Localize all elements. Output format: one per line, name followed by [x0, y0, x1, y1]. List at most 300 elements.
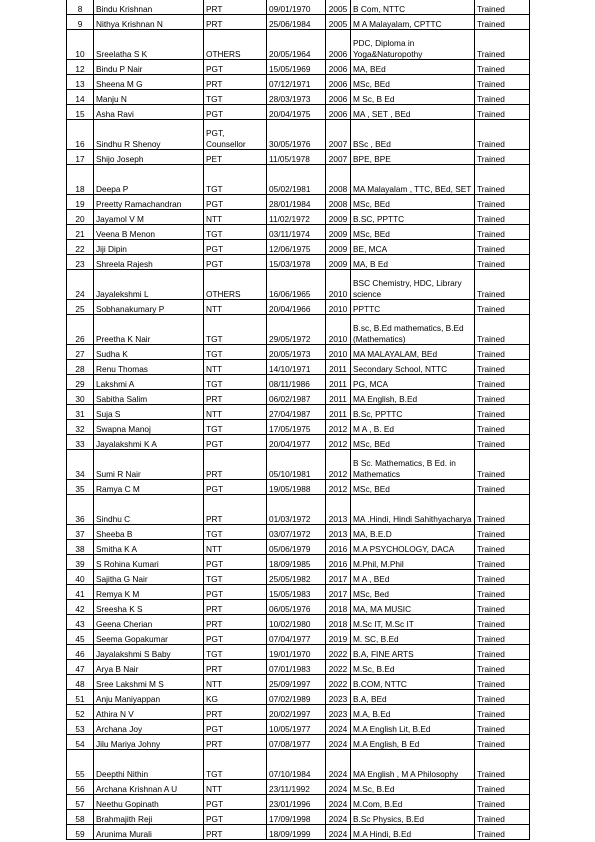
- post-cell: NTT: [204, 300, 267, 315]
- year-of-joining-cell: 2017: [326, 570, 351, 585]
- post-cell: TGT: [204, 345, 267, 360]
- teacher-name-cell: Athira N V: [94, 705, 204, 720]
- qualification-cell: M.A Hindi, B.Ed: [351, 825, 475, 840]
- serial-number-cell: 8: [67, 0, 94, 15]
- table-row: [67, 240, 530, 255]
- training-status-cell: Trained: [475, 30, 530, 60]
- teacher-name-cell: S Rohina Kumari: [94, 555, 204, 570]
- post-cell: PRT: [204, 15, 267, 30]
- year-of-joining-cell: 2010: [326, 345, 351, 360]
- year-of-joining-cell: 2012: [326, 450, 351, 480]
- training-status-cell: Trained: [475, 675, 530, 690]
- training-status-cell: Trained: [475, 360, 530, 375]
- teacher-name-cell: Jayamol V M: [94, 210, 204, 225]
- serial-number-cell: 43: [67, 615, 94, 630]
- training-status-cell: Trained: [475, 60, 530, 75]
- date-of-birth-cell: 25/06/1984: [267, 15, 326, 30]
- date-of-birth-cell: 28/01/1984: [267, 195, 326, 210]
- training-status-cell: Trained: [475, 615, 530, 630]
- post-cell: OTHERS: [204, 270, 267, 300]
- date-of-birth-cell: 07/08/1977: [267, 735, 326, 750]
- teacher-name-cell: Swapna Manoj: [94, 420, 204, 435]
- date-of-birth-cell: 19/05/1988: [267, 480, 326, 495]
- date-of-birth-cell: 15/05/1969: [267, 60, 326, 75]
- year-of-joining-cell: 2010: [326, 300, 351, 315]
- qualification-cell: MA , SET , BEd: [351, 105, 475, 120]
- table-row: [67, 645, 530, 660]
- qualification-cell: MA, B.E.D: [351, 525, 475, 540]
- post-cell: PGT: [204, 195, 267, 210]
- table-row: [67, 660, 530, 675]
- training-status-cell: Trained: [475, 450, 530, 480]
- serial-number-cell: 51: [67, 690, 94, 705]
- post-cell: PET: [204, 150, 267, 165]
- year-of-joining-cell: 2018: [326, 615, 351, 630]
- training-status-cell: Trained: [475, 570, 530, 585]
- year-of-joining-cell: 2009: [326, 225, 351, 240]
- year-of-joining-cell: 2005: [326, 0, 351, 15]
- teacher-name-cell: Manju N: [94, 90, 204, 105]
- qualification-cell: M.Sc IT, M.Sc IT: [351, 615, 475, 630]
- teacher-name-cell: Sumi R Nair: [94, 450, 204, 480]
- qualification-cell: BE, MCA: [351, 240, 475, 255]
- teacher-name-cell: Sajitha G Nair: [94, 570, 204, 585]
- year-of-joining-cell: 2006: [326, 90, 351, 105]
- teacher-name-cell: Nithya Krishnan N: [94, 15, 204, 30]
- year-of-joining-cell: 2023: [326, 690, 351, 705]
- serial-number-cell: 33: [67, 435, 94, 450]
- post-cell: TGT: [204, 315, 267, 345]
- teacher-name-cell: Sreelatha S K: [94, 30, 204, 60]
- post-cell: PRT: [204, 495, 267, 525]
- year-of-joining-cell: 2008: [326, 165, 351, 195]
- serial-number-cell: 10: [67, 30, 94, 60]
- qualification-cell: MSc, BEd: [351, 75, 475, 90]
- date-of-birth-cell: 17/09/1998: [267, 810, 326, 825]
- table-row: [67, 540, 530, 555]
- qualification-cell: PDC, Diploma in Yoga&Naturopothy: [351, 30, 475, 60]
- training-status-cell: Trained: [475, 660, 530, 675]
- teacher-name-cell: Jayalakshmi S Baby: [94, 645, 204, 660]
- date-of-birth-cell: 08/11/1986: [267, 375, 326, 390]
- qualification-cell: B.COM, NTTC: [351, 675, 475, 690]
- teacher-name-cell: Jayalakshmi K A: [94, 435, 204, 450]
- table-row: [67, 420, 530, 435]
- date-of-birth-cell: 18/09/1985: [267, 555, 326, 570]
- qualification-cell: BSC Chemistry, HDC, Library science: [351, 270, 475, 300]
- year-of-joining-cell: 2022: [326, 675, 351, 690]
- qualification-cell: PG, MCA: [351, 375, 475, 390]
- training-status-cell: Trained: [475, 630, 530, 645]
- training-status-cell: Trained: [475, 90, 530, 105]
- date-of-birth-cell: 20/04/1975: [267, 105, 326, 120]
- serial-number-cell: 29: [67, 375, 94, 390]
- training-status-cell: Trained: [475, 735, 530, 750]
- date-of-birth-cell: 23/11/1992: [267, 780, 326, 795]
- teacher-name-cell: Arunima Murali: [94, 825, 204, 840]
- table-row: [67, 810, 530, 825]
- table-row: [67, 255, 530, 270]
- year-of-joining-cell: 2022: [326, 645, 351, 660]
- staff-table: [66, 0, 530, 840]
- qualification-cell: B Com, NTTC: [351, 0, 475, 15]
- training-status-cell: Trained: [475, 420, 530, 435]
- post-cell: PGT: [204, 435, 267, 450]
- serial-number-cell: 34: [67, 450, 94, 480]
- date-of-birth-cell: 30/05/1976: [267, 120, 326, 150]
- serial-number-cell: 18: [67, 165, 94, 195]
- table-row: [67, 630, 530, 645]
- date-of-birth-cell: 06/05/1976: [267, 600, 326, 615]
- table-row: [67, 225, 530, 240]
- date-of-birth-cell: 10/05/1977: [267, 720, 326, 735]
- year-of-joining-cell: 2018: [326, 600, 351, 615]
- year-of-joining-cell: 2013: [326, 525, 351, 540]
- table-row: [67, 90, 530, 105]
- year-of-joining-cell: 2007: [326, 120, 351, 150]
- training-status-cell: Trained: [475, 165, 530, 195]
- qualification-cell: MA .Hindi, Hindi Sahithyacharya: [351, 495, 475, 525]
- date-of-birth-cell: 17/05/1975: [267, 420, 326, 435]
- training-status-cell: Trained: [475, 600, 530, 615]
- table-row: [67, 675, 530, 690]
- teacher-name-cell: Preetha K Nair: [94, 315, 204, 345]
- serial-number-cell: 42: [67, 600, 94, 615]
- serial-number-cell: 32: [67, 420, 94, 435]
- serial-number-cell: 30: [67, 390, 94, 405]
- date-of-birth-cell: 11/05/1978: [267, 150, 326, 165]
- date-of-birth-cell: 23/01/1996: [267, 795, 326, 810]
- training-status-cell: Trained: [475, 750, 530, 780]
- post-cell: PRT: [204, 0, 267, 15]
- post-cell: PRT: [204, 705, 267, 720]
- date-of-birth-cell: 07/12/1971: [267, 75, 326, 90]
- serial-number-cell: 12: [67, 60, 94, 75]
- serial-number-cell: 24: [67, 270, 94, 300]
- year-of-joining-cell: 2006: [326, 75, 351, 90]
- post-cell: PGT: [204, 255, 267, 270]
- training-status-cell: Trained: [475, 105, 530, 120]
- training-status-cell: Trained: [475, 225, 530, 240]
- date-of-birth-cell: 20/02/1997: [267, 705, 326, 720]
- table-row: [67, 690, 530, 705]
- serial-number-cell: 46: [67, 645, 94, 660]
- training-status-cell: Trained: [475, 210, 530, 225]
- serial-number-cell: 13: [67, 75, 94, 90]
- post-cell: PGT: [204, 240, 267, 255]
- serial-number-cell: 28: [67, 360, 94, 375]
- serial-number-cell: 54: [67, 735, 94, 750]
- teacher-name-cell: Renu Thomas: [94, 360, 204, 375]
- post-cell: PRT: [204, 600, 267, 615]
- date-of-birth-cell: 20/04/1977: [267, 435, 326, 450]
- table-row: [67, 615, 530, 630]
- qualification-cell: B.Sc, PPTTC: [351, 405, 475, 420]
- teacher-name-cell: Jiji Dipin: [94, 240, 204, 255]
- table-row: [67, 150, 530, 165]
- post-cell: TGT: [204, 375, 267, 390]
- serial-number-cell: 55: [67, 750, 94, 780]
- serial-number-cell: 25: [67, 300, 94, 315]
- date-of-birth-cell: 07/10/1984: [267, 750, 326, 780]
- teacher-name-cell: Geena Cherian: [94, 615, 204, 630]
- year-of-joining-cell: 2024: [326, 825, 351, 840]
- serial-number-cell: 23: [67, 255, 94, 270]
- table-row: [67, 315, 530, 345]
- table-row: [67, 750, 530, 780]
- date-of-birth-cell: 20/05/1964: [267, 30, 326, 60]
- qualification-cell: M.Sc, B.Ed: [351, 660, 475, 675]
- qualification-cell: M Sc, B Ed: [351, 90, 475, 105]
- qualification-cell: M. SC, B.Ed: [351, 630, 475, 645]
- table-row: [67, 60, 530, 75]
- year-of-joining-cell: 2010: [326, 270, 351, 300]
- qualification-cell: MSc, BEd: [351, 225, 475, 240]
- post-cell: TGT: [204, 420, 267, 435]
- date-of-birth-cell: 03/11/1974: [267, 225, 326, 240]
- serial-number-cell: 26: [67, 315, 94, 345]
- year-of-joining-cell: 2024: [326, 810, 351, 825]
- year-of-joining-cell: 2016: [326, 555, 351, 570]
- year-of-joining-cell: 2011: [326, 390, 351, 405]
- qualification-cell: M.Com, B.Ed: [351, 795, 475, 810]
- serial-number-cell: 41: [67, 585, 94, 600]
- qualification-cell: M.A English, B Ed: [351, 735, 475, 750]
- teacher-name-cell: Ramya C M: [94, 480, 204, 495]
- post-cell: KG: [204, 690, 267, 705]
- table-row: [67, 270, 530, 300]
- year-of-joining-cell: 2024: [326, 720, 351, 735]
- table-row: [67, 435, 530, 450]
- date-of-birth-cell: 20/04/1966: [267, 300, 326, 315]
- training-status-cell: Trained: [475, 240, 530, 255]
- training-status-cell: Trained: [475, 375, 530, 390]
- date-of-birth-cell: 12/06/1975: [267, 240, 326, 255]
- training-status-cell: Trained: [475, 390, 530, 405]
- year-of-joining-cell: 2010: [326, 315, 351, 345]
- date-of-birth-cell: 05/10/1981: [267, 450, 326, 480]
- date-of-birth-cell: 19/01/1970: [267, 645, 326, 660]
- serial-number-cell: 14: [67, 90, 94, 105]
- qualification-cell: B.A, BEd: [351, 690, 475, 705]
- date-of-birth-cell: 20/05/1973: [267, 345, 326, 360]
- post-cell: PRT: [204, 615, 267, 630]
- teacher-name-cell: Deepthi Nithin: [94, 750, 204, 780]
- teacher-name-cell: Bindu P Nair: [94, 60, 204, 75]
- table-row: [67, 105, 530, 120]
- qualification-cell: M A Malayalam, CPTTC: [351, 15, 475, 30]
- teacher-name-cell: Sheeba B: [94, 525, 204, 540]
- teacher-name-cell: Sindhu C: [94, 495, 204, 525]
- teacher-name-cell: Suja S: [94, 405, 204, 420]
- post-cell: NTT: [204, 360, 267, 375]
- serial-number-cell: 38: [67, 540, 94, 555]
- qualification-cell: M A , BEd: [351, 570, 475, 585]
- serial-number-cell: 40: [67, 570, 94, 585]
- serial-number-cell: 58: [67, 810, 94, 825]
- training-status-cell: Trained: [475, 75, 530, 90]
- post-cell: PGT, Counsellor: [204, 120, 267, 150]
- teacher-name-cell: Sindhu R Shenoy: [94, 120, 204, 150]
- table-row: [67, 165, 530, 195]
- serial-number-cell: 52: [67, 705, 94, 720]
- training-status-cell: Trained: [475, 300, 530, 315]
- table-row: [67, 375, 530, 390]
- serial-number-cell: 53: [67, 720, 94, 735]
- post-cell: PRT: [204, 660, 267, 675]
- year-of-joining-cell: 2011: [326, 405, 351, 420]
- teacher-name-cell: Sree Lakshmi M S: [94, 675, 204, 690]
- table-row: [67, 30, 530, 60]
- serial-number-cell: 16: [67, 120, 94, 150]
- training-status-cell: Trained: [475, 780, 530, 795]
- qualification-cell: BSc , BEd: [351, 120, 475, 150]
- serial-number-cell: 19: [67, 195, 94, 210]
- serial-number-cell: 39: [67, 555, 94, 570]
- post-cell: TGT: [204, 570, 267, 585]
- qualification-cell: M.Phil, M.Phil: [351, 555, 475, 570]
- date-of-birth-cell: 11/02/1972: [267, 210, 326, 225]
- post-cell: TGT: [204, 525, 267, 540]
- table-row: [67, 720, 530, 735]
- table-row: [67, 735, 530, 750]
- post-cell: TGT: [204, 90, 267, 105]
- serial-number-cell: 31: [67, 405, 94, 420]
- teacher-name-cell: Seema Gopakumar: [94, 630, 204, 645]
- date-of-birth-cell: 18/09/1999: [267, 825, 326, 840]
- qualification-cell: MSc, BEd: [351, 195, 475, 210]
- training-status-cell: Trained: [475, 645, 530, 660]
- date-of-birth-cell: 07/02/1989: [267, 690, 326, 705]
- qualification-cell: MSc, BEd: [351, 480, 475, 495]
- date-of-birth-cell: 06/02/1987: [267, 390, 326, 405]
- table-row: [67, 495, 530, 525]
- qualification-cell: MA English, B.Ed: [351, 390, 475, 405]
- table-row: [67, 570, 530, 585]
- qualification-cell: MA, B Ed: [351, 255, 475, 270]
- serial-number-cell: 36: [67, 495, 94, 525]
- qualification-cell: MA MALAYALAM, BEd: [351, 345, 475, 360]
- post-cell: NTT: [204, 675, 267, 690]
- training-status-cell: Trained: [475, 525, 530, 540]
- date-of-birth-cell: 29/05/1972: [267, 315, 326, 345]
- post-cell: TGT: [204, 165, 267, 195]
- table-row: [67, 390, 530, 405]
- table-row: [67, 795, 530, 810]
- serial-number-cell: 47: [67, 660, 94, 675]
- qualification-cell: MSc, Bed: [351, 585, 475, 600]
- post-cell: PGT: [204, 630, 267, 645]
- qualification-cell: MA, MA MUSIC: [351, 600, 475, 615]
- table-row: [67, 480, 530, 495]
- staff-table-body: [67, 0, 530, 840]
- post-cell: TGT: [204, 225, 267, 240]
- date-of-birth-cell: 05/02/1981: [267, 165, 326, 195]
- serial-number-cell: 57: [67, 795, 94, 810]
- table-row: [67, 120, 530, 150]
- qualification-cell: MA English , M A Philosophy: [351, 750, 475, 780]
- table-row: [67, 0, 530, 15]
- teacher-name-cell: Jilu Mariya Johny: [94, 735, 204, 750]
- table-row: [67, 360, 530, 375]
- qualification-cell: B.sc, B.Ed mathematics, B.Ed (Mathematics): [351, 315, 475, 345]
- post-cell: PRT: [204, 825, 267, 840]
- date-of-birth-cell: 10/02/1980: [267, 615, 326, 630]
- year-of-joining-cell: 2012: [326, 480, 351, 495]
- training-status-cell: Trained: [475, 255, 530, 270]
- serial-number-cell: 45: [67, 630, 94, 645]
- date-of-birth-cell: 25/05/1982: [267, 570, 326, 585]
- post-cell: PGT: [204, 555, 267, 570]
- date-of-birth-cell: 03/07/1972: [267, 525, 326, 540]
- date-of-birth-cell: 28/03/1973: [267, 90, 326, 105]
- training-status-cell: Trained: [475, 315, 530, 345]
- post-cell: PRT: [204, 75, 267, 90]
- serial-number-cell: 35: [67, 480, 94, 495]
- training-status-cell: Trained: [475, 585, 530, 600]
- date-of-birth-cell: 05/06/1979: [267, 540, 326, 555]
- qualification-cell: M A , B. Ed: [351, 420, 475, 435]
- serial-number-cell: 59: [67, 825, 94, 840]
- training-status-cell: Trained: [475, 705, 530, 720]
- teacher-name-cell: Lakshmi A: [94, 375, 204, 390]
- post-cell: PGT: [204, 720, 267, 735]
- post-cell: PGT: [204, 105, 267, 120]
- table-row: [67, 450, 530, 480]
- qualification-cell: MA Malayalam , TTC, BEd, SET: [351, 165, 475, 195]
- qualification-cell: B Sc. Mathematics, B Ed. in Mathematics: [351, 450, 475, 480]
- year-of-joining-cell: 2008: [326, 195, 351, 210]
- table-row: [67, 405, 530, 420]
- qualification-cell: M.A PSYCHOLOGY, DACA: [351, 540, 475, 555]
- table-row: [67, 705, 530, 720]
- serial-number-cell: 48: [67, 675, 94, 690]
- year-of-joining-cell: 2012: [326, 435, 351, 450]
- post-cell: OTHERS: [204, 30, 267, 60]
- date-of-birth-cell: 01/03/1972: [267, 495, 326, 525]
- teacher-name-cell: Asha Ravi: [94, 105, 204, 120]
- table-row: [67, 15, 530, 30]
- post-cell: NTT: [204, 405, 267, 420]
- training-status-cell: Trained: [475, 435, 530, 450]
- training-status-cell: Trained: [475, 195, 530, 210]
- table-row: [67, 300, 530, 315]
- table-row: [67, 585, 530, 600]
- year-of-joining-cell: 2011: [326, 360, 351, 375]
- training-status-cell: Trained: [475, 150, 530, 165]
- serial-number-cell: 20: [67, 210, 94, 225]
- date-of-birth-cell: 07/04/1977: [267, 630, 326, 645]
- year-of-joining-cell: 2007: [326, 150, 351, 165]
- teacher-name-cell: Brahmajith Reji: [94, 810, 204, 825]
- year-of-joining-cell: 2016: [326, 540, 351, 555]
- serial-number-cell: 21: [67, 225, 94, 240]
- serial-number-cell: 9: [67, 15, 94, 30]
- teacher-name-cell: Sheena M G: [94, 75, 204, 90]
- post-cell: PGT: [204, 585, 267, 600]
- teacher-name-cell: Sobhanakumary P: [94, 300, 204, 315]
- date-of-birth-cell: 09/01/1970: [267, 0, 326, 15]
- teacher-name-cell: Preetty Ramachandran: [94, 195, 204, 210]
- teacher-name-cell: Sreesha K S: [94, 600, 204, 615]
- teacher-name-cell: Veena B Menon: [94, 225, 204, 240]
- training-status-cell: Trained: [475, 15, 530, 30]
- teacher-name-cell: Sabitha Salim: [94, 390, 204, 405]
- teacher-name-cell: Remya K M: [94, 585, 204, 600]
- year-of-joining-cell: 2012: [326, 420, 351, 435]
- serial-number-cell: 37: [67, 525, 94, 540]
- post-cell: PRT: [204, 735, 267, 750]
